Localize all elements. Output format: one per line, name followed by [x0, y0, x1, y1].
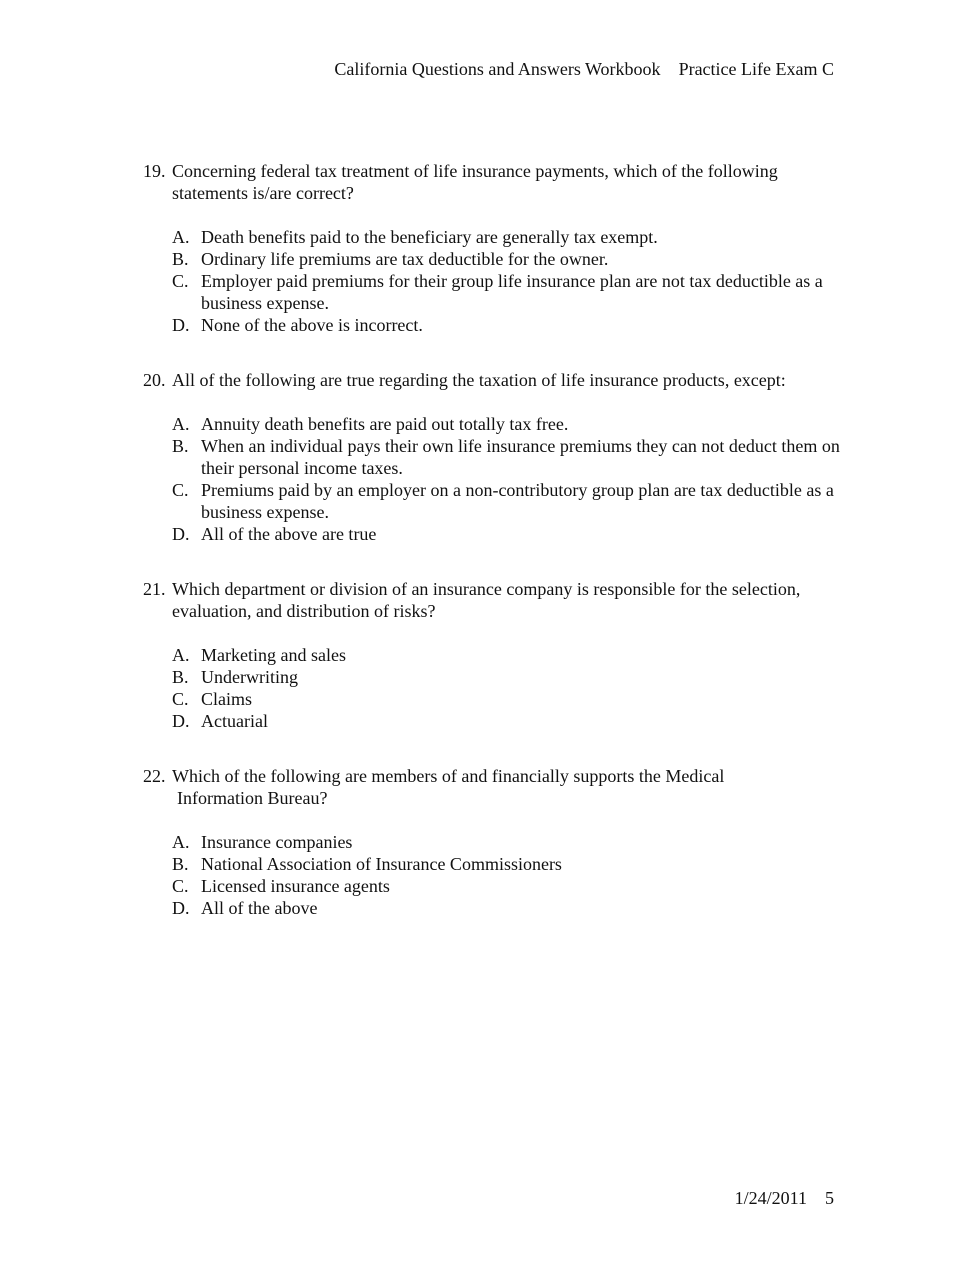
option-letter: B.	[172, 436, 189, 456]
option-text: Death benefits paid to the beneficiary are generally tax exempt.	[201, 227, 658, 247]
answer-options	[172, 226, 843, 336]
option-letter: A.	[172, 645, 190, 665]
question-text	[172, 765, 843, 809]
option-text: Actuarial	[201, 711, 268, 731]
question-text-line-2: Information Bureau?	[177, 788, 328, 808]
answer-option-d	[172, 710, 843, 732]
question-text: Which department or division of an insurance company is responsible for the selection, evaluation, and distribution of risks?	[172, 579, 801, 621]
answer-options	[172, 413, 843, 545]
question-stem	[143, 369, 843, 391]
footer-date: 1/24/2011	[734, 1188, 807, 1208]
answer-option-b	[172, 853, 843, 875]
option-text: Employer paid premiums for their group life insurance plan are not tax deductible as a business expense.	[201, 271, 823, 313]
option-letter: C.	[172, 271, 189, 291]
question-list	[143, 160, 843, 952]
answer-options	[172, 831, 843, 919]
option-text: None of the above is incorrect.	[201, 315, 423, 335]
page-number: 5	[825, 1188, 834, 1208]
question-text: Concerning federal tax treatment of life insurance payments, which of the following statements is/are correct?	[172, 161, 778, 203]
answer-option-c	[172, 479, 843, 523]
question-number: 20.	[143, 370, 166, 390]
question-number: 22.	[143, 766, 166, 786]
option-text: Licensed insurance agents	[201, 876, 390, 896]
option-text: Underwriting	[201, 667, 298, 687]
option-text: When an individual pays their own life insurance premiums they can not deduct them on their personal income taxes.	[201, 436, 840, 478]
question-number: 21.	[143, 579, 166, 599]
option-text: Ordinary life premiums are tax deductible for the owner.	[201, 249, 609, 269]
question-stem	[143, 160, 843, 204]
option-text: Marketing and sales	[201, 645, 346, 665]
answer-option-c	[172, 270, 843, 314]
answer-option-c	[172, 688, 843, 710]
answer-option-b	[172, 435, 843, 479]
answer-option-a	[172, 226, 843, 248]
question-number: 19.	[143, 161, 166, 181]
answer-option-d	[172, 523, 843, 545]
option-letter: A.	[172, 414, 190, 434]
page-header	[334, 58, 834, 80]
option-text: Premiums paid by an employer on a non-contributory group plan are tax deductible as a business expense.	[201, 480, 834, 522]
question-text-line-1: Which of the following are members of and financially supports the Medical	[172, 766, 725, 786]
exam-title: Practice Life Exam C	[678, 59, 834, 79]
option-letter: D.	[172, 524, 190, 544]
option-text: National Association of Insurance Commissioners	[201, 854, 562, 874]
option-text: All of the above	[201, 898, 318, 918]
question-21	[143, 578, 843, 732]
option-letter: D.	[172, 711, 190, 731]
option-letter: C.	[172, 480, 189, 500]
option-text: All of the above are true	[201, 524, 377, 544]
answer-option-d	[172, 314, 843, 336]
question-stem	[143, 765, 843, 809]
answer-option-a	[172, 831, 843, 853]
answer-option-d	[172, 897, 843, 919]
option-letter: B.	[172, 249, 189, 269]
option-letter: A.	[172, 227, 190, 247]
option-letter: B.	[172, 667, 189, 687]
question-text: All of the following are true regarding the taxation of life insurance products, except:	[172, 370, 786, 390]
option-letter: C.	[172, 876, 189, 896]
question-stem	[143, 578, 843, 622]
option-text: Claims	[201, 689, 253, 709]
answer-options	[172, 644, 843, 732]
option-letter: C.	[172, 689, 189, 709]
answer-option-a	[172, 644, 843, 666]
option-text: Insurance companies	[201, 832, 353, 852]
workbook-title: California Questions and Answers Workbook	[334, 59, 661, 79]
answer-option-c	[172, 875, 843, 897]
option-text: Annuity death benefits are paid out totally tax free.	[201, 414, 569, 434]
question-19	[143, 160, 843, 336]
page-footer	[735, 1187, 834, 1209]
option-letter: D.	[172, 898, 190, 918]
answer-option-b	[172, 666, 843, 688]
answer-option-a	[172, 413, 843, 435]
option-letter: B.	[172, 854, 189, 874]
question-22	[143, 765, 843, 919]
option-letter: A.	[172, 832, 190, 852]
question-20	[143, 369, 843, 545]
option-letter: D.	[172, 315, 190, 335]
answer-option-b	[172, 248, 843, 270]
